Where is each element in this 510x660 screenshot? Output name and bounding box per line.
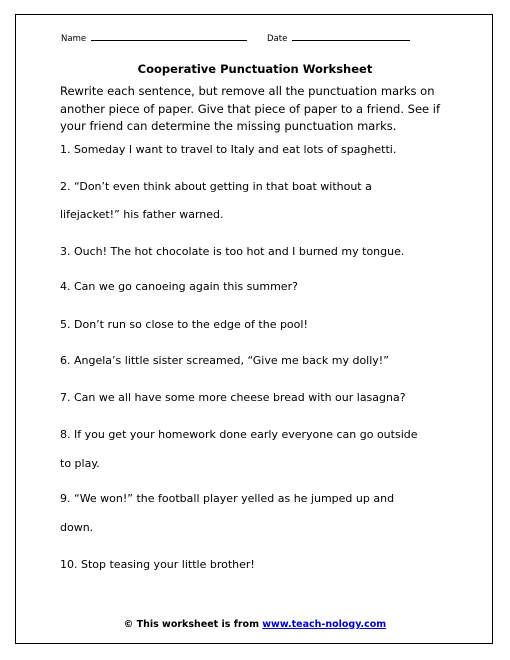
item-6: 6. Angela’s little sister screamed, “Give me back my dolly!” — [60, 354, 389, 367]
name-field — [61, 32, 247, 44]
worksheet-title: Cooperative Punctuation Worksheet — [137, 62, 373, 76]
date-field — [267, 32, 410, 44]
date-label: Date — [267, 34, 288, 44]
name-line — [91, 32, 247, 41]
item-10: 10. Stop teasing your little brother! — [60, 558, 255, 571]
item-1: 1. Someday I want to travel to Italy and eat lots of spaghetti. — [60, 143, 397, 156]
item-2-line-2: lifejacket!” his father warned. — [60, 208, 224, 221]
item-5: 5. Don’t run so close to the edge of the pool! — [60, 318, 308, 331]
worksheet-page — [15, 14, 493, 644]
item-2-line-1: 2. “Don’t even think about getting in that boat without a — [60, 180, 372, 193]
item-8-line-2: to play. — [60, 457, 100, 470]
footer-text: © This worksheet is from — [123, 619, 263, 630]
item-3: 3. Ouch! The hot chocolate is too hot and I burned my tongue. — [60, 245, 405, 258]
footer — [16, 619, 494, 630]
instructions: Rewrite each sentence, but remove all the punctuation marks on another piece of paper. Give that piece of paper to a friend. See if your friend can determine the missing punctuation marks. — [60, 84, 441, 133]
item-4: 4. Can we go canoeing again this summer? — [60, 280, 298, 293]
footer-link[interactable]: www.teach-nology.com — [262, 619, 387, 630]
item-8-line-1: 8. If you get your homework done early everyone can go outside — [60, 428, 418, 441]
name-label: Name — [61, 34, 87, 44]
date-line — [292, 32, 410, 41]
item-9-line-1: 9. “We won!” the football player yelled as he jumped up and — [60, 492, 395, 505]
item-9-line-2: down. — [60, 521, 94, 534]
item-7: 7. Can we all have some more cheese bread with our lasagna? — [60, 391, 406, 404]
